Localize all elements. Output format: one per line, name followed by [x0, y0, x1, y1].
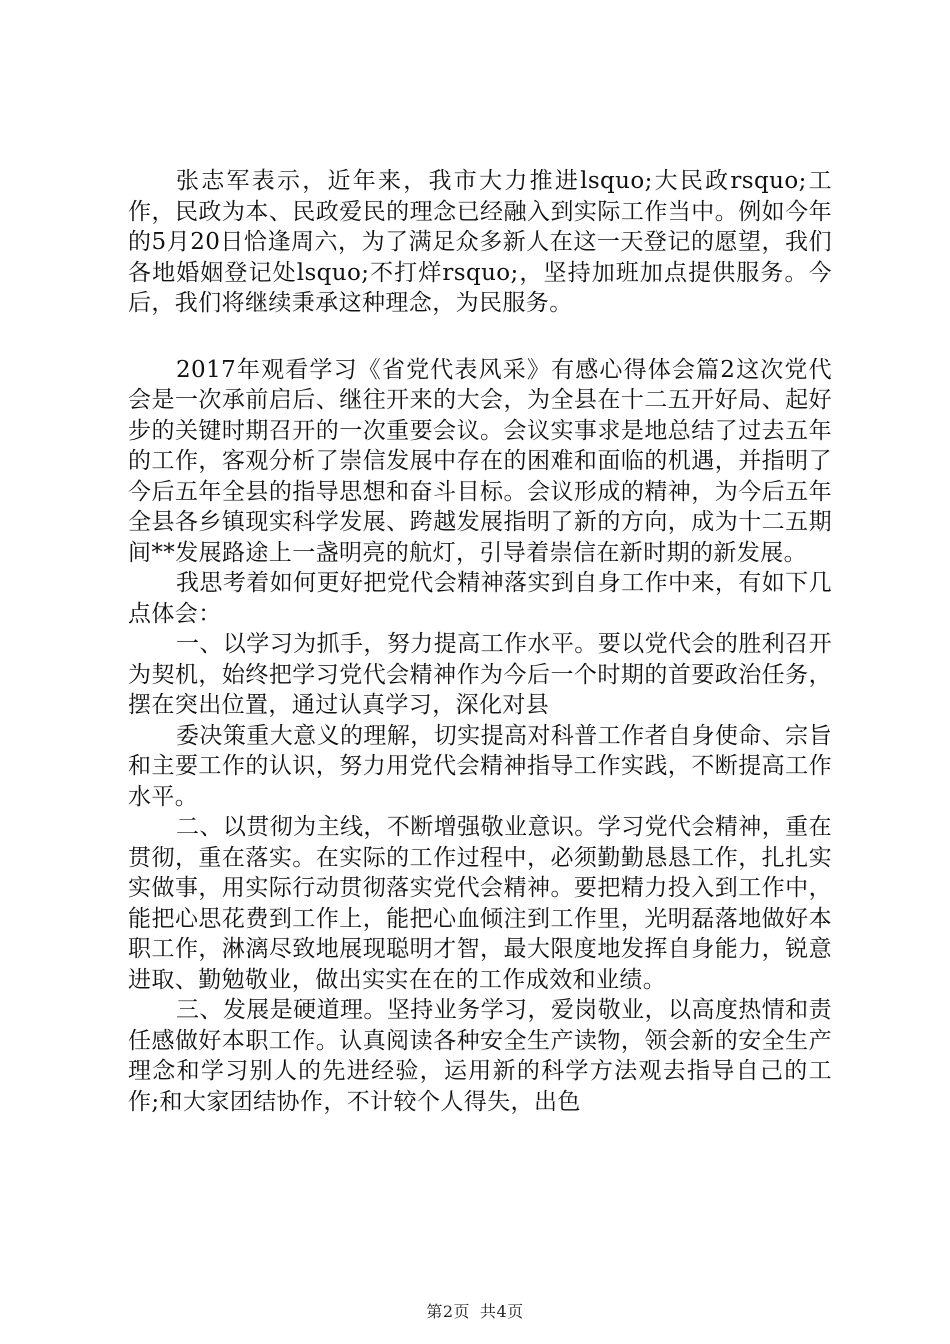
paragraph: 二、以贯彻为主线，不断增强敬业意识。学习党代会精神，重在贯彻，重在落实。在实际的工作过程中，必须勤勤恳恳工作，扎扎实实做事，用实际行动贯彻落实党代会精神。要把精力投入到工作中，能把心思花费到工作上，能把心血倾注到工作里，光明磊落地做好本职工作，淋漓尽致地展现聪明才智，最大限度地发挥自身能力，锐意进取、勤勉敬业，做出实实在在的工作成效和业绩。	[128, 814, 832, 993]
paragraph: 委决策重大意义的理解，切实提高对科普工作者自身使命、宗旨和主要工作的认识，努力用党代会精神指导工作实践，不断提高工作水平。	[128, 722, 832, 810]
page-total: 共4页	[480, 1302, 524, 1321]
paragraph: 2017年观看学习《省党代表风采》有感心得体会篇2这次党代会是一次承前启后、继往开来的大会，为全县在十二五开好局、起好步的关键时期召开的一次重要会议。会议实事求是地总结了过去五年的工作，客观分析了崇信发展中存在的困难和面临的机遇，并指明了今后五年全县的指导思想和奋斗目标。会议形成的精神，为今后五年全县各乡镇现实科学发展、跨越发展指明了新的方向，成为十二五期间**发展路途上一盏明亮的航灯，引导着崇信在新时期的新发展。	[128, 356, 832, 566]
paragraph: 一、以学习为抓手，努力提高工作水平。要以党代会的胜利召开为契机，始终把学习党代会精神作为今后一个时期的首要政治任务，摆在突出位置，通过认真学习，深化对县	[128, 631, 832, 718]
document-body	[128, 166, 832, 1117]
paragraph: 三、发展是硬道理。坚持业务学习，爱岗敬业，以高度热情和责任感做好本职工作。认真阅读各种安全生产读物，领会新的安全生产理念和学习别人的先进经验，运用新的科学方法观去指导自己的工作;和大家团结协作，不计较个人得失，出色	[128, 997, 832, 1115]
paragraph-gap	[128, 319, 832, 355]
paragraph: 张志军表示，近年来，我市大力推进lsquo;大民政rsquo;工作，民政为本、民政爱民的理念已经融入到实际工作当中。例如今年的5月20日恰逢周六，为了满足众多新人在这一天登记的愿望，我们各地婚姻登记处lsquo;不打烊rsquo;，坚持加班加点提供服务。今后，我们将继续秉承这种理念，为民服务。	[128, 168, 832, 316]
paragraph: 我思考着如何更好把党代会精神落实到自身工作中来，有如下几点体会：	[128, 570, 832, 627]
page-footer	[0, 1299, 950, 1322]
page-number: 第2页	[426, 1302, 470, 1321]
